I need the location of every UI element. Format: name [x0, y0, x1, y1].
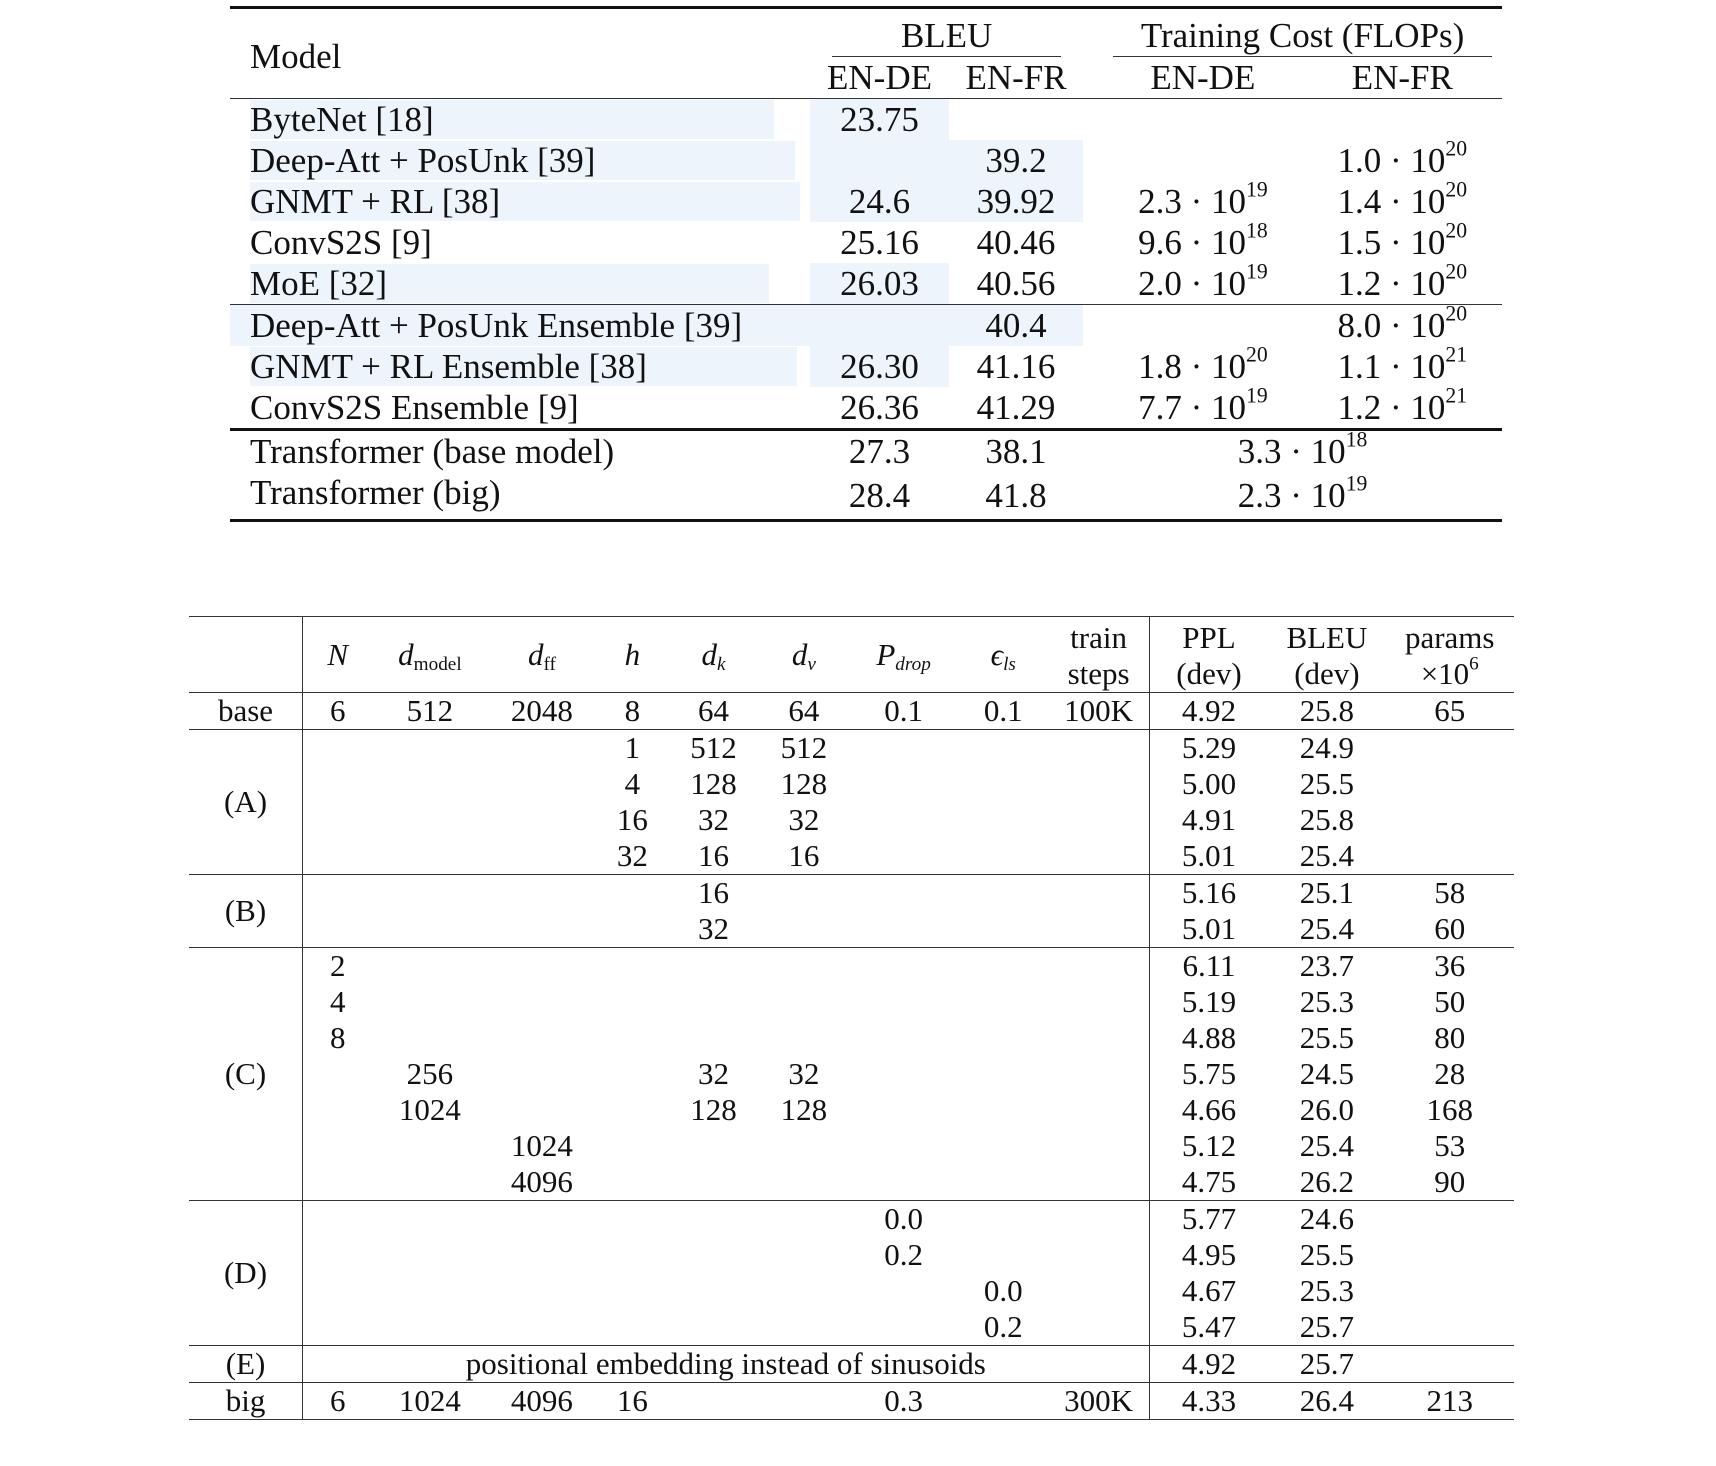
cell-ppl: 4.95 [1181, 1237, 1237, 1272]
bleu-ende: 24.6 [810, 181, 949, 222]
cost-enfr: $1.4 \cdot 10^{20}$ [1337, 177, 1468, 221]
cell-dv: 16 [788, 838, 820, 873]
table-row [230, 430, 1502, 473]
cost-enfr: $8.0 \cdot 10^{20}$ [1337, 301, 1468, 345]
model-name: GNMT + RL [38] [250, 182, 800, 221]
bleu-ende: 28.4 [848, 476, 911, 515]
cell-n: 6 [329, 693, 346, 728]
cost-enfr: $1.2 \cdot 10^{21}$ [1337, 383, 1468, 427]
cell-dv: 32 [788, 802, 820, 837]
cell-ppl: 5.01 [1181, 911, 1237, 946]
table-row [189, 1237, 1514, 1273]
row-label: big [189, 1383, 303, 1420]
table-row [230, 181, 1502, 222]
cell-bleu: 25.7 [1299, 1309, 1355, 1344]
table-row [230, 305, 1502, 347]
bleu-ende: 26.03 [810, 263, 949, 305]
table-row [189, 1383, 1514, 1420]
cell-ppl: 5.77 [1181, 1201, 1237, 1236]
model-name: Transformer (base model) [250, 432, 615, 471]
cell-steps: 100K [1048, 693, 1149, 730]
cell-bleu: 23.7 [1299, 948, 1355, 983]
table-row [230, 346, 1502, 387]
model-variations-table [189, 616, 1514, 1420]
cell-ppl: 4.33 [1181, 1383, 1237, 1418]
cell-ppl: 5.12 [1181, 1128, 1237, 1163]
table-row [189, 1309, 1514, 1346]
cell-bleu: 25.5 [1299, 766, 1355, 801]
cell-params: 53 [1434, 1128, 1466, 1163]
cell-steps: 300K [1048, 1383, 1149, 1420]
table-row [189, 1128, 1514, 1164]
cell-els: 0.1 [983, 693, 1023, 728]
cell-note: positional embedding instead of sinusoids [303, 1346, 1150, 1383]
cell-ppl: 4.75 [1181, 1164, 1237, 1199]
bleu-ende: 23.75 [810, 99, 949, 141]
cell-dk: 512 [690, 730, 737, 765]
cell-dk: 32 [698, 911, 729, 946]
cell-ppl: 5.00 [1181, 766, 1237, 801]
table-row [230, 140, 1502, 181]
table-row [230, 472, 1502, 521]
model-name: ByteNet [18] [250, 100, 774, 139]
bleu-enfr: 41.16 [976, 347, 1056, 386]
cell-dmodel: 256 [406, 1056, 454, 1091]
cell-pdrop: 0.0 [884, 1201, 923, 1236]
cell-params: 60 [1434, 911, 1466, 946]
cell-bleu: 24.9 [1299, 730, 1355, 765]
row-label: (C) [189, 948, 303, 1201]
cell-dff: 4096 [510, 1383, 573, 1418]
cell-bleu: 25.4 [1299, 911, 1355, 946]
cell-bleu: 26.2 [1299, 1164, 1355, 1199]
cell-bleu: 25.5 [1299, 1237, 1355, 1272]
cost-ende: $2.3 \cdot 10^{19}$ [1138, 177, 1268, 221]
cell-ppl: 4.92 [1181, 693, 1237, 728]
cell-dff: 2048 [510, 693, 573, 728]
row-label: (A) [189, 730, 303, 875]
bleu-enfr: 39.2 [949, 140, 1083, 181]
cost-enfr: $1.1 \cdot 10^{21}$ [1337, 342, 1468, 386]
cell-ppl: 5.16 [1181, 875, 1237, 910]
bleu-ende: 25.16 [840, 223, 919, 262]
model-name: Deep-Att + PosUnk [39] [250, 141, 795, 180]
header-bleu: BLEU [810, 8, 1083, 58]
table-row [189, 1273, 1514, 1309]
cell-bleu: 25.8 [1299, 693, 1355, 728]
cell-h: 8 [624, 693, 641, 728]
header-dff: $d_{ff}$ [527, 636, 556, 675]
header-pdrop: $P_{drop}$ [876, 636, 931, 675]
cell-els: 0.2 [983, 1309, 1023, 1344]
cost-enfr: $1.2 \cdot 10^{20}$ [1337, 259, 1468, 303]
cell-dff: 1024 [510, 1128, 573, 1163]
table-row [189, 1201, 1514, 1238]
bleu-enfr: 41.8 [985, 476, 1047, 515]
cell-n: 6 [329, 1383, 346, 1418]
cost-enfr: $1.0 \cdot 10^{20}$ [1337, 136, 1468, 180]
header-cost-enfr: EN-FR [1351, 58, 1453, 97]
cell-dk: 64 [698, 693, 729, 728]
cell-params: 36 [1434, 948, 1466, 983]
cell-dk: 128 [690, 1092, 737, 1127]
header-train-steps: train steps [1048, 617, 1149, 693]
table-row [189, 766, 1514, 802]
cell-params: 58 [1434, 875, 1466, 910]
cell-ppl: 4.66 [1181, 1092, 1237, 1127]
cell-ppl: 5.29 [1181, 730, 1237, 765]
bleu-enfr: 40.56 [976, 264, 1056, 303]
bleu-ende: 26.36 [840, 388, 919, 427]
cell-bleu: 25.1 [1299, 875, 1355, 910]
header-cost-ende: EN-DE [1150, 58, 1256, 97]
cell-dv: 512 [780, 730, 828, 765]
model-name: MoE [32] [250, 264, 769, 303]
cell-ppl: 5.75 [1181, 1056, 1237, 1091]
cell-params: 90 [1434, 1164, 1466, 1199]
cell-params: 28 [1434, 1056, 1466, 1091]
cell-h: 4 [624, 766, 641, 801]
model-name: Deep-Att + PosUnk Ensemble [39] [230, 305, 810, 347]
cost-shared: $2.3 \cdot 10^{19}$ [1237, 471, 1368, 515]
header-eps-ls: $\epsilon_{ls}$ [990, 636, 1016, 675]
bleu-enfr: 40.46 [976, 223, 1056, 262]
header-dmodel: $d_{model}$ [398, 636, 462, 675]
table-row [230, 387, 1502, 430]
header-training-cost: Training Cost (FLOPs) [1103, 8, 1502, 58]
header-bleu-enfr: EN-FR [965, 58, 1067, 97]
cell-dv: 64 [788, 693, 820, 728]
header-row [189, 617, 1514, 693]
bleu-enfr: 41.29 [976, 388, 1056, 427]
table-row [189, 1056, 1514, 1092]
model-name: ConvS2S [9] [250, 223, 432, 262]
cell-dk: 128 [690, 766, 737, 801]
cell-ppl: 5.01 [1181, 838, 1237, 873]
cell-ppl: 6.11 [1182, 948, 1236, 983]
cell-bleu: 25.4 [1299, 838, 1355, 873]
cell-params: 80 [1434, 1020, 1466, 1055]
cell-dmodel: 512 [406, 693, 454, 728]
cost-ende: $2.0 \cdot 10^{19}$ [1138, 259, 1268, 303]
cell-bleu: 24.5 [1299, 1056, 1355, 1091]
table-row [189, 875, 1514, 912]
header-h: h [624, 636, 641, 672]
row-label: (E) [189, 1346, 303, 1383]
cell-bleu: 24.6 [1299, 1201, 1355, 1236]
bleu-enfr: 40.4 [949, 305, 1083, 347]
row-label: (D) [189, 1201, 303, 1346]
cell-bleu: 26.0 [1299, 1092, 1355, 1127]
cell-els: 0.0 [983, 1273, 1023, 1308]
table-row [189, 730, 1514, 767]
model-name: GNMT + RL Ensemble [38] [250, 347, 797, 386]
table-row [230, 99, 1502, 141]
model-name: Transformer (big) [250, 473, 501, 512]
cell-dmodel: 1024 [398, 1383, 461, 1418]
cell-h: 32 [616, 838, 648, 873]
cell-dv: 128 [780, 1092, 828, 1127]
header-bleu-ende: EN-DE [827, 58, 932, 97]
bleu-ende: 27.3 [848, 432, 911, 471]
cell-dk: 32 [698, 1056, 729, 1091]
cell-params: 213 [1426, 1383, 1473, 1418]
cell-dk: 32 [698, 802, 729, 837]
cell-bleu: 26.4 [1299, 1383, 1355, 1418]
cell-params: 168 [1426, 1092, 1473, 1127]
cell-pdrop: 0.2 [884, 1237, 923, 1272]
header-bleu: BLEU (dev) [1286, 620, 1368, 691]
table-row [230, 263, 1502, 305]
table-row [189, 1092, 1514, 1128]
table-row [189, 1164, 1514, 1201]
cell-ppl: 4.92 [1181, 1346, 1237, 1381]
cell-params: 50 [1434, 984, 1466, 1019]
table-row [189, 802, 1514, 838]
cell-n: 8 [329, 1020, 346, 1055]
table-row [230, 222, 1502, 263]
cost-ende: $9.6 \cdot 10^{18}$ [1138, 218, 1268, 262]
cell-ppl: 4.67 [1181, 1273, 1237, 1308]
cell-n: 4 [329, 984, 346, 1019]
cell-bleu: 25.3 [1299, 1273, 1355, 1308]
row-label: (B) [189, 875, 303, 948]
cell-ppl: 4.91 [1181, 802, 1237, 837]
cell-dff: 4096 [510, 1164, 573, 1199]
table-row [189, 693, 1514, 730]
model-name: ConvS2S Ensemble [9] [250, 388, 579, 427]
bleu-enfr: 39.92 [949, 181, 1083, 222]
header-params: params $\times 10^6$ [1404, 620, 1495, 691]
table-row [189, 948, 1514, 985]
row-label: base [189, 693, 303, 730]
table-row [189, 1020, 1514, 1056]
header-n: N [327, 636, 349, 672]
cost-ende: $7.7 \cdot 10^{19}$ [1138, 383, 1268, 427]
cell-h: 16 [616, 802, 648, 837]
cell-ppl: 5.47 [1181, 1309, 1237, 1344]
cell-pdrop: 0.3 [884, 1383, 923, 1418]
cost-shared: $3.3 \cdot 10^{18}$ [1237, 427, 1368, 471]
table-row [189, 984, 1514, 1020]
cost-ende: $1.8 \cdot 10^{20}$ [1138, 342, 1268, 386]
cell-dmodel: 1024 [398, 1092, 461, 1127]
cell-pdrop: 0.1 [884, 693, 923, 728]
cell-h: 16 [616, 1383, 648, 1418]
bleu-enfr: 38.1 [985, 432, 1047, 471]
header-dk: $d_k$ [701, 636, 726, 675]
cell-ppl: 5.19 [1181, 984, 1237, 1019]
table-row [189, 838, 1514, 875]
cell-bleu: 25.7 [1299, 1346, 1355, 1381]
cell-bleu: 25.4 [1299, 1128, 1355, 1163]
cell-bleu: 25.5 [1299, 1020, 1355, 1055]
cell-bleu: 25.3 [1299, 984, 1355, 1019]
translation-results-table [230, 6, 1502, 522]
table-row [189, 911, 1514, 948]
cell-ppl: 4.88 [1181, 1020, 1237, 1055]
cost-enfr: $1.5 \cdot 10^{20}$ [1337, 218, 1468, 262]
cell-params: 65 [1434, 693, 1466, 728]
cell-bleu: 25.8 [1299, 802, 1355, 837]
header-dv: $d_v$ [791, 636, 816, 675]
cell-dv: 128 [780, 766, 828, 801]
cell-dk: 16 [698, 838, 729, 873]
header-ppl: PPL (dev) [1176, 620, 1242, 691]
cell-h: 1 [624, 730, 641, 765]
bleu-ende: 26.30 [810, 346, 949, 387]
cell-n: 2 [329, 948, 346, 983]
table-row [189, 1346, 1514, 1383]
header-model: Model [250, 37, 342, 76]
cell-dk: 16 [698, 875, 729, 910]
cell-dv: 32 [788, 1056, 820, 1091]
